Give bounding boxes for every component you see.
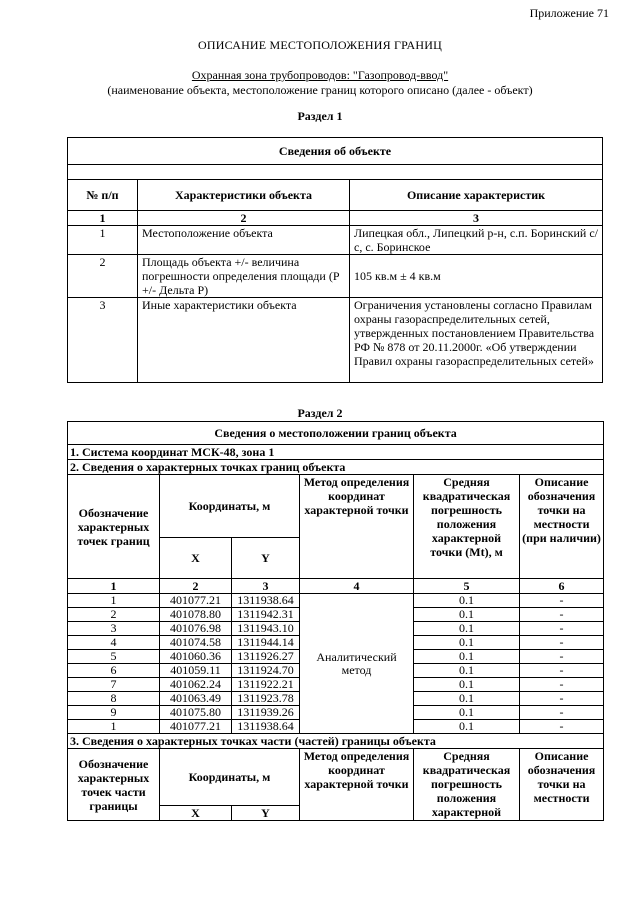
document-title: ОПИСАНИЕ МЕСТОПОЛОЖЕНИЯ ГРАНИЦ: [198, 38, 442, 52]
point-y: 1311939.26: [232, 706, 300, 720]
point-x: 401075.80: [160, 706, 232, 720]
point-description: -: [520, 608, 604, 622]
part-points-subtitle: 3. Сведения о характерных точках части (частей) границы объекта: [68, 734, 604, 749]
point-description: -: [520, 650, 604, 664]
header-coordinates: Координаты, м: [160, 475, 300, 538]
col-number: 3: [232, 579, 300, 594]
row-characteristic: Местоположение объекта: [138, 226, 350, 255]
object-info-table: [67, 137, 603, 383]
point-number: 8: [68, 692, 160, 706]
row-description: Ограничения установлены согласно Правилам охраны газораспределительных сетей, утвержденных постановлением Правительства РФ № 878 от 20.11.2000г. «Об утверждении Правил охраны газораспределительных сетей»: [350, 298, 603, 383]
point-y: 1311923.78: [232, 692, 300, 706]
point-accuracy: 0.1: [414, 594, 520, 608]
object-note: (наименование объекта, местоположение границ которого описано (далее - объект): [107, 83, 533, 97]
point-x: 401062.24: [160, 678, 232, 692]
point-accuracy: 0.1: [414, 692, 520, 706]
point-x: 401077.21: [160, 720, 232, 734]
point-accuracy: 0.1: [414, 706, 520, 720]
header-accuracy: Средняя квадратическая погрешность положения характерной точки (Mt), м: [414, 475, 520, 579]
boundary-title: Сведения о местоположении границ объекта: [68, 422, 604, 445]
point-y: 1311942.31: [232, 608, 300, 622]
point-y: 1311938.64: [232, 594, 300, 608]
point-x: 401076.98: [160, 622, 232, 636]
header-number: № п/п: [68, 180, 138, 211]
point-number: 9: [68, 706, 160, 720]
point-accuracy: 0.1: [414, 608, 520, 622]
point-x: 401078.80: [160, 608, 232, 622]
point-number: 6: [68, 664, 160, 678]
point-accuracy: 0.1: [414, 720, 520, 734]
section2-label: Раздел 2: [297, 406, 343, 420]
boundary-points-subtitle: 2. Сведения о характерных точках границ объекта: [68, 460, 604, 475]
point-description: -: [520, 622, 604, 636]
point-y: 1311922.21: [232, 678, 300, 692]
point-accuracy: 0.1: [414, 678, 520, 692]
point-accuracy: 0.1: [414, 650, 520, 664]
col-number: 2: [138, 211, 350, 226]
point-description: -: [520, 664, 604, 678]
point-number: 1: [68, 720, 160, 734]
point-y: 1311924.70: [232, 664, 300, 678]
point-x: 401077.21: [160, 594, 232, 608]
point-x: 401059.11: [160, 664, 232, 678]
col-number: 3: [350, 211, 603, 226]
point-description: -: [520, 692, 604, 706]
header-method: Метод определения координат характерной точки: [300, 475, 414, 579]
part-header-point-description: Описание обозначения точки на местности: [520, 749, 604, 821]
point-y: 1311926.27: [232, 650, 300, 664]
row-characteristic: Иные характеристики объекта: [138, 298, 350, 383]
point-description: -: [520, 706, 604, 720]
part-header-y: Y: [232, 806, 300, 821]
row-number: 1: [68, 226, 138, 255]
header-description: Описание характеристик: [350, 180, 603, 211]
header-y: Y: [232, 538, 300, 579]
point-x: 401063.49: [160, 692, 232, 706]
part-header-coordinates: Координаты, м: [160, 749, 300, 806]
col-number: 6: [520, 579, 604, 594]
part-header-x: X: [160, 806, 232, 821]
point-accuracy: 0.1: [414, 622, 520, 636]
header-characteristic: Характеристики объекта: [138, 180, 350, 211]
part-header-accuracy: Средняя квадратическая погрешность положения характерной: [414, 749, 520, 821]
point-number: 3: [68, 622, 160, 636]
point-number: 2: [68, 608, 160, 622]
point-x: 401060.36: [160, 650, 232, 664]
blank-row: [68, 165, 603, 180]
point-description: -: [520, 636, 604, 650]
col-number: 1: [68, 211, 138, 226]
col-number: 1: [68, 579, 160, 594]
point-accuracy: 0.1: [414, 664, 520, 678]
point-description: -: [520, 720, 604, 734]
point-number: 5: [68, 650, 160, 664]
col-number: 5: [414, 579, 520, 594]
col-number: 4: [300, 579, 414, 594]
point-description: -: [520, 678, 604, 692]
row-characteristic: Площадь объекта +/- величина погрешности определения площади (Р +/- Дельта Р): [138, 255, 350, 298]
row-description: Липецкая обл., Липецкий р-н, с.п. Боринский с/с, с. Боринское: [350, 226, 603, 255]
object-name-text: Охранная зона трубопроводов: "Газопровод-ввод": [191, 68, 449, 82]
point-y: 1311938.64: [232, 720, 300, 734]
header-x: X: [160, 538, 232, 579]
appendix-label: Приложение 71: [529, 6, 609, 20]
row-number: 2: [68, 255, 138, 298]
point-y: 1311943.10: [232, 622, 300, 636]
point-y: 1311944.14: [232, 636, 300, 650]
table-row: [68, 226, 603, 255]
object-name: [0, 68, 640, 83]
table-row: [68, 594, 604, 608]
table-row: [68, 298, 603, 383]
object-info-title: Сведения об объекте: [68, 138, 603, 165]
point-method: Аналитический метод: [300, 594, 414, 734]
row-description: 105 кв.м ± 4 кв.м: [350, 255, 603, 298]
col-number: 2: [160, 579, 232, 594]
table-row: [68, 255, 603, 298]
header-designation: Обозначение характерных точек границ: [68, 475, 160, 579]
point-number: 7: [68, 678, 160, 692]
header-point-description: Описание обозначения точки на местности (при наличии): [520, 475, 604, 579]
point-number: 4: [68, 636, 160, 650]
point-x: 401074.58: [160, 636, 232, 650]
coord-system: 1. Система координат МСК-48, зона 1: [68, 445, 604, 460]
point-number: 1: [68, 594, 160, 608]
point-description: -: [520, 594, 604, 608]
boundary-table: [67, 421, 604, 821]
part-header-method: Метод определения координат характерной точки: [300, 749, 414, 821]
part-header-designation: Обозначение характерных точек части границы: [68, 749, 160, 821]
point-accuracy: 0.1: [414, 636, 520, 650]
row-number: 3: [68, 298, 138, 383]
section1-label: Раздел 1: [297, 109, 343, 123]
